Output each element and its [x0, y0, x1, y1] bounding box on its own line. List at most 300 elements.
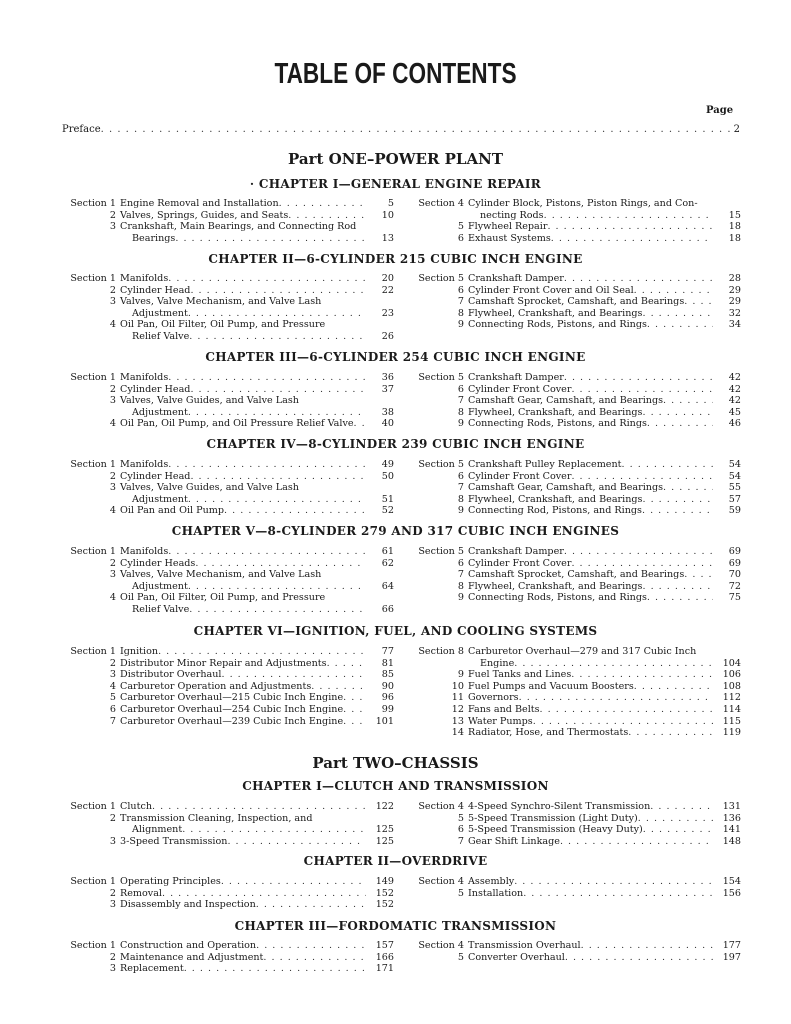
section-number: Section 5: [418, 273, 464, 284]
page-number: 101: [375, 715, 394, 727]
chapter-6-left-column: [62, 646, 394, 727]
section-number: 10: [451, 680, 464, 692]
entry-title: Water Pumps: [468, 715, 533, 727]
section-number: 6: [109, 703, 116, 715]
section-number: 4: [109, 680, 116, 692]
entry-title: Valves, Valve Mechanism, and Valve Lash: [120, 569, 322, 581]
section-number: Section 1: [70, 801, 116, 812]
page-number: 72: [728, 580, 741, 592]
toc-entry: [410, 418, 741, 430]
entry-title: Distributor Overhaul: [120, 669, 222, 681]
entry-title: Distributor Minor Repair and Adjustments: [120, 657, 327, 669]
toc-entry: [410, 940, 741, 952]
leader-dots: [643, 824, 713, 836]
section-number: Section 1: [70, 273, 116, 284]
toc-entry: [62, 899, 394, 911]
leader-dots: [256, 899, 366, 911]
leader-dots: [628, 727, 713, 739]
entry-title: Cylinder Heads: [120, 557, 196, 569]
toc-entry: [62, 546, 394, 558]
page-number: 104: [722, 657, 741, 669]
page-number: 131: [722, 801, 741, 812]
section-number: Section 8: [418, 646, 464, 657]
leader-dots: [189, 331, 366, 343]
page-number: 28: [728, 273, 741, 284]
page-number: 75: [728, 592, 741, 604]
toc-entry: [410, 824, 741, 836]
toc-entry: [410, 801, 741, 813]
leader-dots: [514, 876, 713, 888]
section-number: Section 1: [70, 546, 116, 557]
toc-entry: [62, 384, 394, 396]
entry-title: Crankshaft, Main Bearings, and Connecting Rod: [120, 221, 357, 233]
toc-entry: [62, 471, 394, 483]
toc-entry: [410, 505, 741, 517]
section-number: 3: [109, 296, 116, 308]
section-number: Section 1: [70, 198, 116, 209]
toc-entry: [62, 940, 394, 952]
toc-entry: [62, 888, 394, 900]
section-number: 12: [451, 703, 464, 715]
section-number: 6: [457, 383, 464, 395]
toc-entry: [62, 592, 394, 615]
chapter-title: · CHAPTER I—GENERAL ENGINE REPAIR: [249, 177, 542, 191]
leader-dots: [175, 233, 366, 245]
section-number: 9: [457, 592, 464, 604]
toc-entry: [62, 319, 394, 342]
leader-dots: [581, 940, 713, 952]
entry-title: Carburetor Overhaul—239 Cubic Inch Engine: [120, 715, 344, 727]
section-number: 2: [109, 812, 116, 824]
chapter-title: CHAPTER III—FORDOMATIC TRANSMISSION: [234, 919, 557, 933]
page-number: 148: [722, 835, 741, 847]
leader-dots: [227, 836, 366, 848]
leader-dots: [224, 505, 366, 517]
section-number: Section 1: [70, 646, 116, 657]
page-number: 40: [381, 418, 394, 430]
toc-entry: [410, 813, 741, 825]
entry-title: 4-Speed Synchro-Silent Transmission: [468, 801, 651, 812]
section-number: Section 1: [70, 876, 116, 887]
entry-title: Carburetor Operation and Adjustments: [120, 680, 312, 692]
page-number: 42: [728, 383, 741, 395]
section-number: 8: [457, 307, 464, 319]
chapter-title: CHAPTER II—6-CYLINDER 215 CUBIC INCH ENGINE: [208, 252, 583, 266]
entry-title: Camshaft Gear, Camshaft, and Bearings: [468, 395, 664, 407]
page-number: 61: [381, 546, 394, 557]
toc-entry: [410, 952, 741, 964]
leader-dots: [564, 273, 713, 285]
entry-title: Manifolds: [120, 273, 169, 284]
page-number: 42: [728, 395, 741, 407]
page-number: 85: [381, 669, 394, 681]
entry-title: Valves, Valve Mechanism, and Valve Lash: [120, 296, 322, 308]
entry-title: Disassembly and Inspection: [120, 899, 256, 911]
entry-title: Camshaft Sprocket, Camshaft, and Bearings: [468, 569, 685, 581]
entry-title: Cylinder Head: [120, 470, 191, 482]
chapter-1-left-column: [62, 198, 394, 244]
section-number: 3: [109, 963, 116, 975]
page-title: TABLE OF CONTENTS: [274, 58, 517, 90]
leader-dots: [188, 494, 366, 506]
page-number: 69: [728, 557, 741, 569]
toc-entry: [410, 692, 741, 704]
entry-title: Cylinder Front Cover: [468, 557, 572, 569]
entry-title: Flywheel, Crankshaft, and Bearings: [468, 406, 643, 418]
page-number: 125: [375, 835, 394, 847]
leader-dots: [190, 471, 366, 483]
page-number: 18: [728, 221, 741, 233]
toc-entry: [410, 384, 741, 396]
section-number: 7: [457, 835, 464, 847]
toc-entry: [410, 319, 741, 331]
page-number: 52: [381, 505, 394, 517]
toc-entry: [410, 233, 741, 245]
section-number: 2: [109, 657, 116, 669]
section-number: 8: [457, 406, 464, 418]
section-number: 3: [109, 221, 116, 233]
entry-title: Exhaust Systems: [468, 232, 551, 244]
entry-title: Cylinder Head: [120, 284, 191, 296]
leader-dots: [684, 569, 713, 581]
toc-entry: [62, 876, 394, 888]
page-number: 96: [381, 692, 394, 704]
section-number: 9: [457, 319, 464, 331]
leader-dots: [327, 658, 366, 670]
leader-dots: [663, 482, 713, 494]
toc-entry: [410, 459, 741, 471]
chapter-1-right-column: [410, 198, 741, 244]
chapter-2-left-column: [62, 273, 394, 343]
leader-dots: [195, 558, 366, 570]
section-number: 3: [109, 395, 116, 407]
chapter-title: CHAPTER VI—IGNITION, FUEL, AND COOLING SYSTEMS: [193, 624, 598, 638]
section-number: Section 4: [418, 198, 464, 209]
page-number: 10: [381, 209, 394, 221]
section-number: 14: [451, 727, 464, 739]
page-number: 108: [722, 680, 741, 692]
toc-entry: [410, 494, 741, 506]
chapter-title: CHAPTER II—OVERDRIVE: [303, 854, 488, 868]
entry-title: Crankshaft Pulley Replacement: [468, 459, 622, 470]
section-number: 2: [109, 557, 116, 569]
page-number: 34: [728, 319, 741, 331]
page-number: 149: [375, 876, 394, 887]
entry-title: Connecting Rods, Pistons, and Rings: [468, 592, 647, 604]
chapter-8-left-column: [62, 876, 394, 911]
leader-dots: [343, 704, 366, 716]
toc-entry: [410, 395, 741, 407]
entry-title: Carburetor Overhaul—279 and 317 Cubic Inch: [468, 646, 697, 657]
page-number: 55: [728, 482, 741, 494]
page-number: 22: [381, 284, 394, 296]
leader-dots: [650, 801, 713, 813]
toc-entry: [62, 963, 394, 975]
toc-entry: [62, 296, 394, 319]
toc-entry: [62, 372, 394, 384]
entry-title: Valves, Valve Guides, and Valve Lash: [120, 482, 299, 494]
entry-title: Cylinder Front Cover and Oil Seal: [468, 284, 634, 296]
entry-title: Cylinder Head: [120, 383, 191, 395]
page-number: 18: [728, 232, 741, 244]
page-number: 197: [722, 951, 741, 963]
entry-title: Flywheel, Crankshaft, and Bearings: [468, 580, 643, 592]
section-number: Section 5: [418, 546, 464, 557]
entry-title: Ignition: [120, 646, 159, 657]
leader-dots: [221, 876, 366, 888]
section-number: 2: [109, 209, 116, 221]
section-number: 8: [457, 493, 464, 505]
entry-title: Clutch: [120, 801, 152, 812]
section-number: 9: [457, 418, 464, 430]
page-number: 152: [375, 899, 394, 911]
entry-title: Oil Pan, Oil Pump, and Oil Pressure Relief Valve: [120, 418, 354, 430]
leader-dots: [190, 384, 366, 396]
chapter-title: CHAPTER I—CLUTCH AND TRANSMISSION: [242, 779, 549, 793]
entry-title: Cylinder Block, Pistons, Piston Rings, and Con-: [468, 198, 698, 209]
entry-title: Removal: [120, 887, 162, 899]
chapter-4-right-column: [410, 459, 741, 517]
section-number: 5: [457, 951, 464, 963]
section-number: 6: [457, 284, 464, 296]
toc-entry: [410, 471, 741, 483]
toc-entry: [62, 482, 394, 505]
entry-title: Carburetor Overhaul—215 Cubic Inch Engine: [120, 692, 344, 704]
section-number: 6: [457, 232, 464, 244]
section-number: 4: [109, 319, 116, 331]
leader-dots: [622, 459, 713, 471]
entry-title: Adjustment: [132, 493, 188, 505]
leader-dots: [540, 704, 713, 716]
entry-title: Manifolds: [120, 372, 169, 383]
leader-dots: [551, 233, 713, 245]
page-number: 112: [722, 692, 741, 704]
page-number: 59: [728, 505, 741, 517]
toc-entry: [62, 395, 394, 418]
toc-entry: [410, 727, 741, 739]
toc-entry: [410, 888, 741, 900]
page-number: 15: [728, 209, 741, 221]
chapter-7-right-column: [410, 801, 741, 847]
section-number: 6: [457, 470, 464, 482]
page-number: 26: [381, 330, 394, 342]
leader-dots: [188, 581, 366, 593]
page-number: 5: [387, 198, 394, 209]
chapter-7-left-column: [62, 801, 394, 847]
entry-title: Adjustment: [132, 406, 188, 418]
leader-dots: [571, 558, 713, 570]
toc-entry: [410, 581, 741, 593]
leader-dots: [634, 681, 713, 693]
leader-dots: [634, 285, 713, 297]
entry-title: Installation: [468, 887, 524, 899]
section-number: 5: [457, 221, 464, 233]
entry-title: Crankshaft Damper: [468, 546, 564, 557]
leader-dots: [279, 198, 366, 210]
leader-dots: [514, 658, 713, 670]
page-number: 23: [381, 307, 394, 319]
leader-dots: [547, 221, 713, 233]
section-number: Section 5: [418, 459, 464, 470]
toc-entry: [410, 285, 741, 297]
page-number: 13: [381, 232, 394, 244]
chapter-3-left-column: [62, 372, 394, 430]
toc-entry: [410, 372, 741, 384]
leader-dots: [311, 681, 366, 693]
toc-entry: [62, 658, 394, 670]
page-number: 171: [375, 963, 394, 975]
section-number: 9: [457, 505, 464, 517]
leader-dots: [533, 716, 713, 728]
entry-title: necting Rods: [480, 209, 544, 221]
leader-dots: [564, 546, 713, 558]
leader-dots: [162, 888, 366, 900]
page-number: 29: [728, 296, 741, 308]
leader-dots: [168, 372, 366, 384]
section-number: 5: [457, 887, 464, 899]
toc-entry: [62, 801, 394, 813]
chapter-3-right-column: [410, 372, 741, 430]
toc-entry: [410, 482, 741, 494]
entry-title: Governors: [468, 692, 519, 704]
page-number: 136: [722, 812, 741, 824]
toc-entry: [410, 221, 741, 233]
toc-entry: [62, 505, 394, 517]
toc-entry: [62, 646, 394, 658]
chapter-title: CHAPTER IV—8-CYLINDER 239 CUBIC INCH ENGINE: [206, 437, 585, 451]
page-number: 90: [381, 680, 394, 692]
toc-entry: [62, 569, 394, 592]
toc-entry: [410, 558, 741, 570]
toc-entry: [410, 669, 741, 681]
page-number: 32: [728, 307, 741, 319]
leader-dots: [343, 716, 366, 728]
part-two-title: Part TWO–CHASSIS: [312, 754, 479, 772]
leader-dots: [647, 592, 713, 604]
page-number: 152: [375, 887, 394, 899]
entry-title: Crankshaft Damper: [468, 372, 564, 383]
section-number: 3: [109, 482, 116, 494]
toc-entry: [62, 669, 394, 681]
leader-dots: [188, 407, 366, 419]
page-number: 69: [728, 546, 741, 557]
entry-title: Adjustment: [132, 307, 188, 319]
leader-dots: [638, 813, 713, 825]
page-number: 77: [381, 646, 394, 657]
section-number: Section 4: [418, 876, 464, 887]
page-number: 42: [728, 372, 741, 383]
entry-title: 5-Speed Transmission (Heavy Duty): [468, 824, 643, 836]
page-number: 54: [728, 459, 741, 470]
page-number: 20: [381, 273, 394, 284]
section-number: 7: [457, 395, 464, 407]
section-number: 11: [451, 692, 464, 704]
section-number: 4: [109, 418, 116, 430]
leader-dots: [564, 372, 713, 384]
leader-dots: [571, 471, 713, 483]
entry-title: Flywheel, Crankshaft, and Bearings: [468, 493, 643, 505]
leader-dots: [288, 210, 366, 222]
chapter-5-right-column: [410, 546, 741, 604]
entry-title: Oil Pan, Oil Filter, Oil Pump, and Pressure: [120, 592, 326, 604]
leader-dots: [642, 308, 713, 320]
page-number: 50: [381, 470, 394, 482]
leader-dots: [168, 273, 366, 285]
entry-title: Valves, Valve Guides, and Valve Lash: [120, 395, 299, 407]
leader-dots: [182, 824, 366, 836]
leader-dots: [152, 801, 366, 813]
section-number: 2: [109, 470, 116, 482]
section-number: Section 1: [70, 372, 116, 383]
page-number: 114: [722, 703, 741, 715]
leader-dots: [571, 384, 713, 396]
leader-dots: [565, 952, 713, 964]
leader-dots: [663, 395, 713, 407]
leader-dots: [263, 952, 366, 964]
section-number: 13: [451, 715, 464, 727]
leader-dots: [190, 285, 366, 297]
part-one-title: Part ONE–POWER PLANT: [287, 150, 503, 168]
leader-dots: [642, 581, 713, 593]
page-number: 122: [375, 801, 394, 812]
entry-title: Manifolds: [120, 459, 169, 470]
entry-title: Valves, Springs, Guides, and Seats: [120, 209, 289, 221]
chapter-9-left-column: [62, 940, 394, 975]
entry-title: Radiator, Hose, and Thermostats: [468, 727, 629, 739]
page-number: 57: [728, 493, 741, 505]
leader-dots: [684, 296, 713, 308]
page-number: 62: [381, 557, 394, 569]
entry-title: Alignment: [132, 824, 183, 836]
leader-dots: [544, 210, 713, 222]
section-number: 7: [457, 482, 464, 494]
leader-dots: [343, 692, 366, 704]
toc-entry: [62, 273, 394, 285]
entry-title: Adjustment: [132, 580, 188, 592]
toc-entry: [410, 296, 741, 308]
toc-entry: [62, 459, 394, 471]
entry-title: 5-Speed Transmission (Light Duty): [468, 812, 638, 824]
toc-entry: [410, 569, 741, 581]
section-number: Section 4: [418, 801, 464, 812]
entry-title: Cylinder Front Cover: [468, 383, 572, 395]
section-number: 5: [109, 692, 116, 704]
section-number: 2: [109, 284, 116, 296]
entry-title: Engine Removal and Installation: [120, 198, 279, 209]
page-number: 51: [381, 493, 394, 505]
page-number: 119: [722, 727, 741, 739]
toc-entry: [410, 704, 741, 716]
preface-title: Preface: [62, 124, 101, 135]
entry-title: Connecting Rods, Pistons, and Rings: [468, 319, 647, 331]
section-number: 2: [109, 383, 116, 395]
entry-title: Engine: [480, 657, 515, 669]
leader-dots: [642, 407, 713, 419]
leader-dots: [647, 418, 713, 430]
entry-title: 3-Speed Transmission: [120, 835, 228, 847]
leader-dots: [168, 546, 366, 558]
page-number: 64: [381, 580, 394, 592]
entry-title: Flywheel Repair: [468, 221, 548, 233]
toc-entry: [62, 285, 394, 297]
chapter-9-right-column: [410, 940, 741, 963]
toc-entry: [410, 308, 741, 320]
toc-entry: [62, 813, 394, 836]
section-number: 3: [109, 669, 116, 681]
section-number: 6: [457, 824, 464, 836]
section-number: 8: [457, 580, 464, 592]
page-column-label: Page: [706, 105, 734, 116]
